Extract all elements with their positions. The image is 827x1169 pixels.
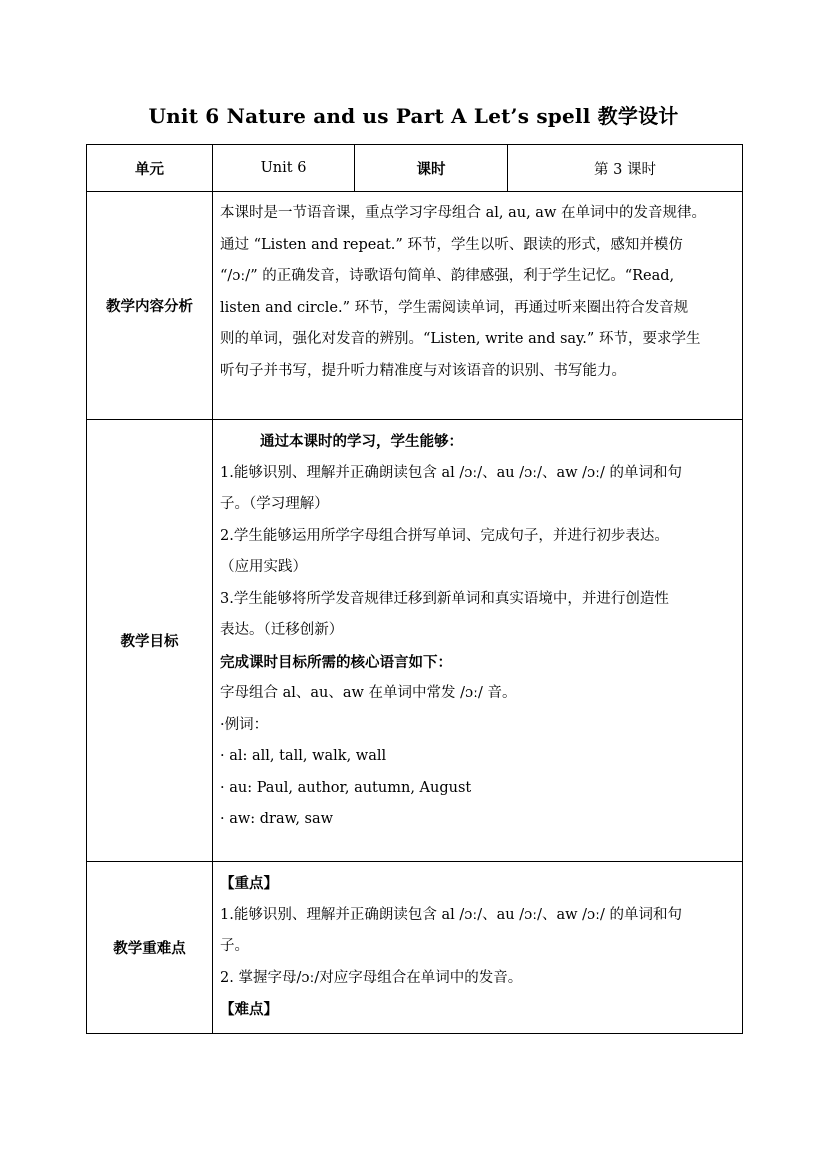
core-language-line: ·例词：	[220, 716, 269, 733]
difficult-heading: 【难点】	[220, 1001, 278, 1018]
objective-line: 1.能够识别、理解并正确朗读包含 al /ɔː/、au /ɔː/、aw /ɔː/ 的单词和句	[220, 464, 683, 481]
analysis-content	[213, 192, 743, 420]
core-language-line: · aw: draw, saw	[220, 811, 334, 827]
objectives-intro: 通过本课时的学习，学生能够：	[260, 433, 463, 450]
unit-value: Unit 6	[213, 145, 355, 192]
core-language-line: · al: all, tall, walk, wall	[220, 748, 387, 764]
analysis-line: 则的单词，强化对发音的辨别。“Listen, write and say.” 环节，要求学生	[220, 331, 701, 347]
period-value: 第 3 课时	[508, 145, 743, 192]
keypoint-line: 1.能够识别、理解并正确朗读包含 al /ɔː/、au /ɔː/、aw /ɔː/ 的单词和句	[220, 906, 683, 923]
objectives-label: 教学目标	[87, 420, 213, 862]
objective-line: 表达。（迁移创新）	[220, 622, 344, 638]
period-label: 课时	[355, 145, 508, 192]
keypoint-line: 子。	[220, 938, 249, 954]
core-language-line: · au: Paul, author, autumn, August	[220, 779, 472, 796]
document-title: Unit 6 Nature and us Part A Let’s spell 教学设计	[148, 104, 679, 128]
objectives-row	[87, 420, 743, 862]
analysis-label: 教学内容分析	[87, 192, 213, 420]
core-language-line: 字母组合 al、au、aw 在单词中常发 /ɔː/ 音。	[220, 685, 517, 701]
keypoint-line: 2. 掌握字母/ɔː/对应字母组合在单词中的发音。	[220, 969, 523, 986]
objective-line: （应用实践）	[220, 559, 307, 575]
analysis-line: 听句子并书写，提升听力精准度与对该语音的识别、书写能力。	[220, 362, 626, 379]
objectives-content	[213, 420, 743, 862]
objective-line: 2.学生能够运用所学字母组合拼写单词、完成句子，并进行初步表达。	[220, 527, 669, 544]
keypoints-row	[87, 862, 743, 1034]
objective-line: 子。（学习理解）	[220, 496, 329, 512]
analysis-line: listen and circle.” 环节，学生需阅读单词，再通过听来圈出符合发音规	[220, 299, 689, 316]
analysis-line: 本课时是一节语音课，重点学习字母组合 al, au, aw 在单词中的发音规律。	[220, 205, 706, 221]
analysis-line: 通过 “Listen and repeat.” 环节，学生以听、跟读的形式，感知并模仿	[220, 236, 683, 253]
analysis-line: “/ɔː/” 的正确发音，诗歌语句简单、韵律感强，利于学生记忆。“Read,	[220, 268, 675, 284]
key-heading: 【重点】	[220, 875, 278, 892]
lesson-plan-table	[86, 144, 743, 1034]
unit-label: 单元	[87, 145, 213, 192]
core-language-title: 完成课时目标所需的核心语言如下：	[220, 653, 452, 671]
keypoints-content	[213, 862, 743, 1034]
objective-line: 3.学生能够将所学发音规律迁移到新单词和真实语境中，并进行创造性	[220, 590, 669, 607]
keypoints-label: 教学重难点	[87, 862, 213, 1034]
header-row	[87, 145, 743, 192]
analysis-row	[87, 192, 743, 420]
